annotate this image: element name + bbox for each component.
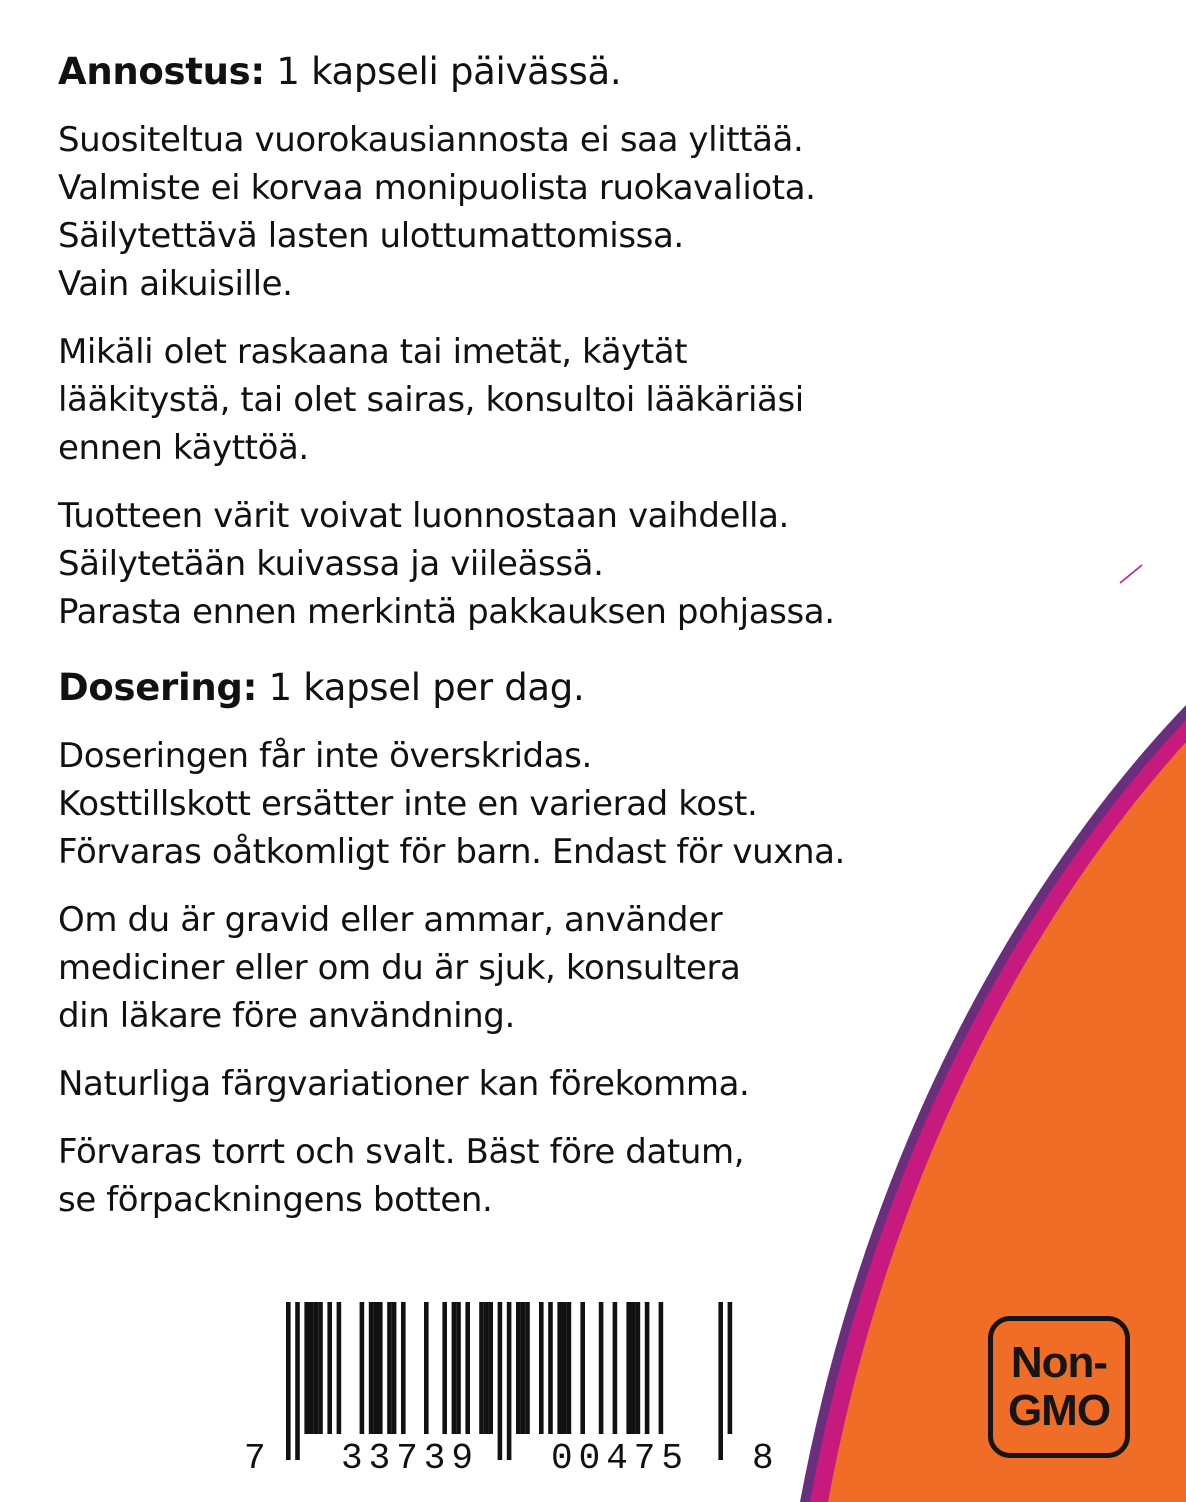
barcode-bar [304, 1302, 309, 1434]
swedish-dosage-label: Dosering: [58, 666, 258, 709]
barcode-left-group: 33739 [341, 1438, 480, 1472]
barcode-bar [659, 1302, 664, 1434]
finnish-dosage-value: 1 kapseli päivässä. [264, 50, 622, 93]
swedish-paragraph [58, 732, 1018, 876]
text-line: Säilytetään kuivassa ja viileässä. [58, 544, 604, 584]
barcode-bar [318, 1302, 323, 1434]
text-line: Kosttillskott ersätter inte en varierad kost. [58, 784, 758, 824]
non-gmo-line1: Non- [1010, 1338, 1108, 1387]
text-line: Vain aikuisille. [58, 264, 293, 304]
barcode-bar [373, 1302, 378, 1434]
barcode-bar [580, 1302, 585, 1434]
thin-accent-line [1120, 565, 1142, 583]
swedish-dosage-heading [58, 664, 1018, 712]
finnish-paragraph [58, 116, 1018, 308]
barcode-bar [516, 1302, 521, 1434]
barcode-bar [360, 1302, 365, 1434]
barcode-bar [488, 1302, 493, 1434]
text-line: mediciner eller om du är sjuk, konsultera [58, 948, 741, 988]
swedish-paragraph [58, 1060, 1018, 1108]
text-line: Mikäli olet raskaana tai imetät, käytät [58, 332, 688, 372]
barcode-bar [387, 1302, 392, 1434]
barcode-first-digit: 7 [244, 1438, 266, 1472]
text-line: Förvaras oåtkomligt för barn. Endast för vuxna. [58, 832, 845, 872]
barcode-bar [369, 1302, 374, 1434]
barcode-bar [442, 1302, 447, 1434]
finnish-paragraph [58, 328, 1018, 472]
barcode-right-group: 00475 [551, 1438, 690, 1472]
barcode-bar [599, 1302, 604, 1434]
text-line: Naturliga färgvariationer kan förekomma. [58, 1064, 750, 1104]
barcode-bar [484, 1302, 489, 1434]
barcode-bar [521, 1302, 526, 1434]
barcode-bar [452, 1302, 457, 1434]
barcode-last-digit: 8 [752, 1438, 774, 1472]
swedish-paragraph [58, 1128, 1018, 1224]
text-line: Tuotteen värit voivat luonnostaan vaihdella. [58, 496, 789, 536]
barcode-bar [525, 1302, 530, 1434]
text-line: din läkare före användning. [58, 996, 515, 1036]
barcode-bar [424, 1302, 429, 1434]
text-line: Om du är gravid eller ammar, använder [58, 900, 723, 940]
barcode-bar [562, 1302, 567, 1434]
label-text-block [58, 48, 1018, 1244]
text-line: Doseringen får inte överskridas. [58, 736, 592, 776]
barcode-bar [309, 1302, 314, 1434]
barcode-bar [479, 1302, 484, 1434]
barcode-bar [507, 1302, 512, 1460]
non-gmo-badge [988, 1316, 1130, 1458]
barcode-bar [539, 1302, 544, 1434]
barcode-bar [314, 1302, 319, 1434]
barcode-bar [286, 1302, 291, 1460]
barcode-bar [392, 1302, 397, 1434]
text-line: lääkitystä, tai olet sairas, konsultoi lääkäriäsi [58, 380, 804, 420]
barcode-bar [548, 1302, 553, 1434]
barcode-bar [337, 1302, 342, 1434]
barcode-bar [401, 1302, 406, 1434]
barcode-bar [456, 1302, 461, 1434]
finnish-paragraph [58, 492, 1018, 636]
text-line: Suositeltua vuorokausiannosta ei saa ylittää. [58, 120, 804, 160]
barcode-bar [645, 1302, 650, 1434]
swedish-paragraph [58, 896, 1018, 1040]
text-line: Parasta ennen merkintä pakkauksen pohjassa. [58, 592, 835, 632]
barcode-bar [567, 1302, 572, 1434]
text-line: se förpackningens botten. [58, 1180, 493, 1220]
barcode-bar [498, 1302, 503, 1460]
barcode-bar [613, 1302, 618, 1434]
barcode-bar [378, 1302, 383, 1434]
barcode-bar [327, 1302, 332, 1434]
barcode-bar [631, 1302, 636, 1434]
barcode-bar [295, 1302, 300, 1460]
text-line: Förvaras torrt och svalt. Bäst före datum, [58, 1132, 745, 1172]
barcode-bar [557, 1302, 562, 1434]
swedish-dosage-value: 1 kapsel per dag. [257, 666, 585, 709]
text-line: ennen käyttöä. [58, 428, 309, 468]
barcode-bar [626, 1302, 631, 1434]
ean-barcode [238, 1302, 778, 1472]
finnish-dosage-label: Annostus: [58, 50, 265, 93]
text-line: Valmiste ei korvaa monipuolista ruokavaliota. [58, 168, 816, 208]
barcode-bar [718, 1302, 723, 1460]
barcode-bars [238, 1302, 778, 1472]
finnish-dosage-heading [58, 48, 1018, 96]
text-line: Säilytettävä lasten ulottumattomissa. [58, 216, 684, 256]
barcode-bar [465, 1302, 470, 1434]
barcode-bar [728, 1302, 733, 1434]
barcode-bar [636, 1302, 641, 1434]
non-gmo-line2: GMO [1007, 1386, 1111, 1435]
